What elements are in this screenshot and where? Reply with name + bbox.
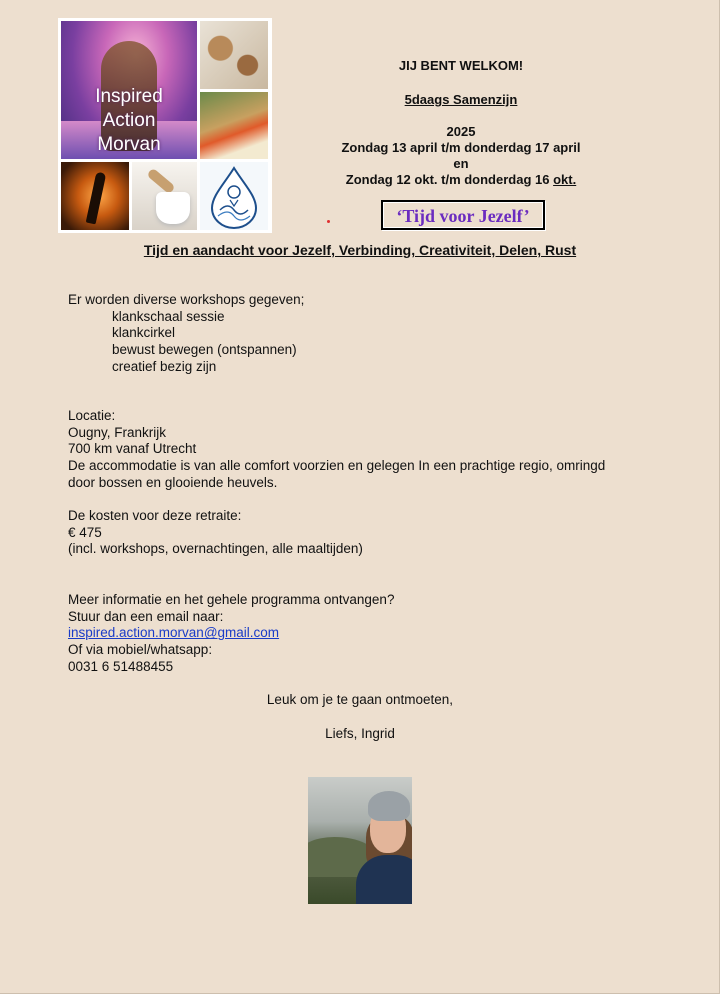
phone-number: 0031 6 51488455: [68, 658, 174, 674]
date-2-suffix: okt.: [553, 172, 577, 187]
date-2: [320, 172, 602, 188]
event-name: [320, 92, 602, 107]
logo-line-3: Morvan: [97, 134, 161, 155]
location-desc-2: door bossen en glooiende heuvels.: [68, 474, 278, 490]
event-name-text: 5daags Samenzijn: [404, 92, 518, 107]
logo-text: [61, 85, 197, 157]
collage-main-image: [61, 21, 197, 159]
workshop-item: creatief bezig zijn: [112, 358, 217, 374]
photo-collage: [58, 18, 272, 233]
workshop-item: klankcirkel: [112, 325, 176, 341]
contact-line-2: Stuur dan een email naar:: [68, 608, 224, 624]
costs-price: € 475: [68, 524, 102, 540]
email-link[interactable]: inspired.action.morvan@gmail.com: [68, 625, 280, 641]
closing-greeting: Leuk om je te gaan ontmoeten,: [266, 692, 454, 707]
contact-line-1: Meer informatie en het gehele programma ontvangen?: [68, 592, 395, 607]
tagline: Tijd en aandacht voor Jezelf, Verbinding, Creativiteit, Delen, Rust: [143, 242, 577, 258]
waterdrop-icon: [200, 162, 268, 230]
boxed-title: ‘Tijd voor Jezelf’: [381, 200, 545, 230]
costs-includes: (incl. workshops, overnachtingen, alle maaltijden): [68, 541, 363, 557]
date-2-prefix: Zondag 12 okt. t/m donderdag 16: [345, 172, 554, 187]
location-section: [68, 408, 605, 492]
location-desc-1: De accommodatie is van alle comfort voorzien en gelegen In een prachtige regio, omringd: [68, 458, 606, 474]
signature: Liefs, Ingrid: [325, 726, 395, 741]
logo-line-1: Inspired: [95, 86, 163, 107]
location-place: Ougny, Frankrijk: [68, 424, 167, 440]
contact-section: [68, 592, 394, 676]
photo-body: [356, 855, 412, 904]
welcome-heading: JIJ BENT WELKOM!: [398, 58, 524, 73]
photo-hat: [368, 791, 410, 821]
date-connector: en: [453, 156, 469, 171]
contact-line-3: Of via mobiel/whatsapp:: [68, 642, 213, 658]
workshop-item: bewust bewegen (ontspannen): [112, 342, 297, 358]
collage-image-shells: [200, 21, 268, 89]
year: 2025: [446, 124, 476, 139]
costs-label: De kosten voor deze retraite:: [68, 508, 242, 523]
location-label: Locatie:: [68, 408, 116, 423]
red-dot: [327, 220, 330, 223]
collage-image-waterdrop: [200, 162, 268, 230]
dates-block: [320, 124, 602, 188]
date-1: Zondag 13 april t/m donderdag 17 april: [341, 140, 581, 155]
collage-image-singing-bowl: [132, 162, 197, 230]
workshops-intro: Er worden diverse workshops gegeven;: [68, 292, 305, 307]
collage-image-painting: [200, 92, 268, 159]
bowl-stick: [146, 168, 175, 195]
portrait-photo: [308, 777, 412, 904]
bowl-shape: [156, 192, 190, 224]
mallet-shape: [86, 172, 107, 225]
logo-line-2: Action: [102, 110, 156, 131]
collage-image-mallet: [61, 162, 129, 230]
location-distance: 700 km vanaf Utrecht: [68, 441, 197, 457]
workshop-item: klankschaal sessie: [112, 308, 225, 324]
workshops-section: [68, 292, 304, 376]
costs-section: [68, 508, 363, 558]
